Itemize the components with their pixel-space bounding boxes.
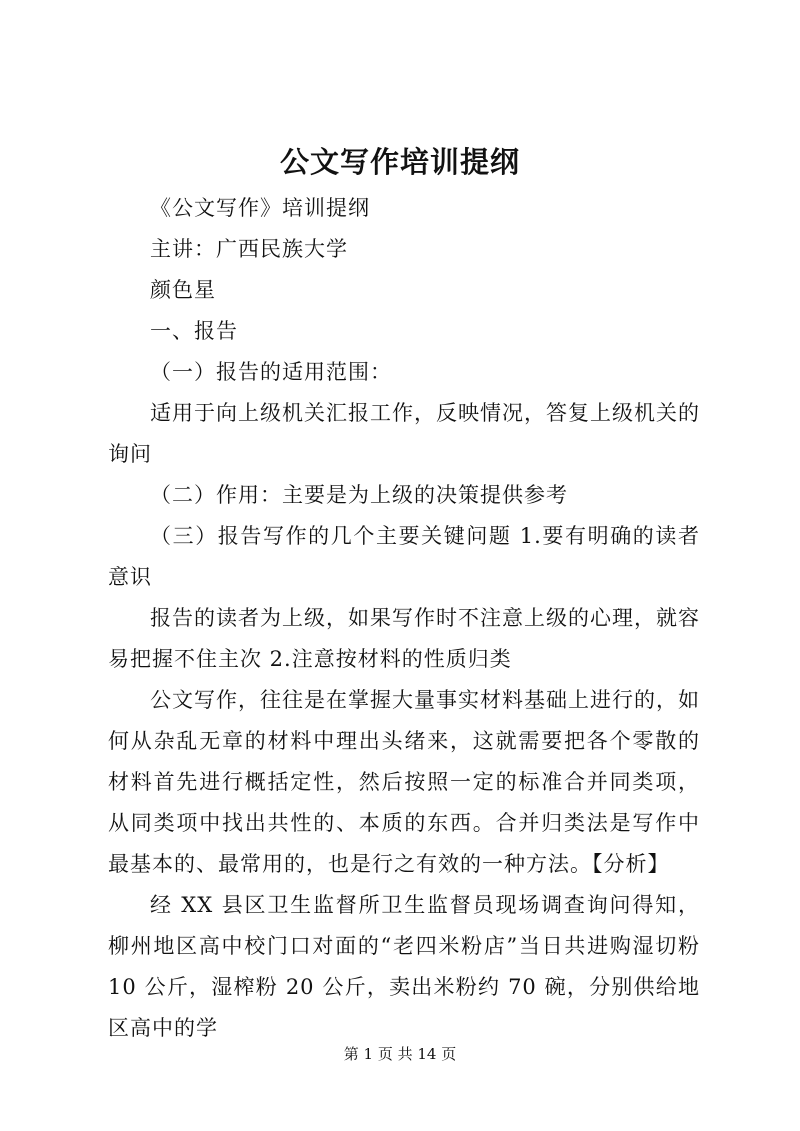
- paragraph-lecturer: 主讲：广西民族大学: [150, 237, 348, 261]
- document-title: 公文写作培训提纲: [279, 145, 520, 179]
- paragraph-author: 颜色星: [150, 278, 216, 302]
- subheading-purpose: （二）作用：主要是为上级的决策提供参考: [150, 483, 568, 507]
- paragraph-readers: 报告的读者为上级，如果写作时不注意上级的心理，就容易把握不住主次 2.注意按材料的性质归类: [108, 606, 700, 671]
- section-heading-report: 一、报告: [150, 319, 238, 343]
- subheading-key-issues: （三）报告写作的几个主要关键问题 1.要有明确的读者意识: [108, 524, 700, 589]
- document-body: [108, 188, 700, 1049]
- subheading-scope: （一）报告的适用范围：: [150, 360, 392, 384]
- paragraph-subtitle: 《公文写作》培训提纲: [150, 196, 370, 220]
- page-footer: 第 1 页 共 14 页: [343, 1045, 457, 1063]
- paragraph-scope: 适用于向上级机关汇报工作，反映情况，答复上级机关的询问: [108, 401, 700, 466]
- paragraph-classification: 公文写作，往往是在掌握大量事实材料基础上进行的，如何从杂乱无章的材料中理出头绪来，这就需要把各个零散的材料首先进行概括定性，然后按照一定的标准合并同类项，从同类项中找出共性的、本质的东西。合并归类法是写作中最基本的、最常用的，也是行之有效的一种方法。【分析】: [108, 688, 700, 876]
- paragraph-case: 经 XX 县区卫生监督所卫生监督员现场调查询问得知，柳州地区高中校门口对面的“老四米粉店”当日共进购湿切粉 10 公斤，湿榨粉 20 公斤，卖出米粉约 70 碗，分别供给地区高中的学: [108, 893, 700, 1040]
